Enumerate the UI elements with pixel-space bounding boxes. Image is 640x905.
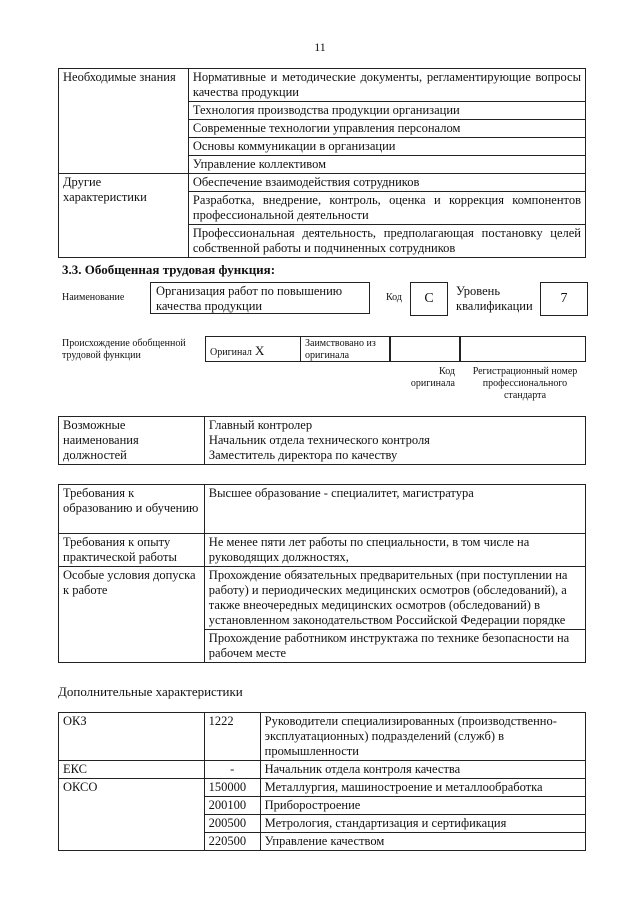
knowledge-item: Современные технологии управления персоналом: [188, 120, 585, 138]
knowledge-item: Основы коммуникации в организации: [188, 138, 585, 156]
okso-code: 200100: [204, 797, 260, 815]
knowledge-item: Технология производства продукции организации: [188, 102, 585, 120]
okso-value: Метрология, стандартизация и сертификация: [260, 815, 585, 833]
position-item: Начальник отдела технического контроля: [208, 433, 430, 447]
position-item: Заместитель директора по качеству: [208, 448, 398, 462]
condition-item: Прохождение обязательных предварительных (при поступлении на работу) и периодических медицинских осмотров (обследований), а также внеочередных медицинских осмотров (обследований) в установленном законодательством Российской Федерации порядке: [204, 567, 585, 630]
okso-code: 220500: [204, 833, 260, 851]
okso-value: Приборостроение: [260, 797, 585, 815]
experience-label: Требования к опыту практической работы: [59, 534, 205, 567]
eks-value: Начальник отдела контроля качества: [260, 761, 585, 779]
okso-value: Управление качеством: [260, 833, 585, 851]
original-box: [205, 336, 301, 362]
name-label: Наименование: [62, 292, 125, 303]
eks-code: -: [204, 761, 260, 779]
code-label: Код: [386, 292, 402, 303]
eks-label: ЕКС: [59, 761, 205, 779]
knowledge-item: Управление коллективом: [188, 156, 585, 174]
okso-value: Металлургия, машиностроение и металлообработка: [260, 779, 585, 797]
positions-label: Возможные наименования должностей: [59, 417, 205, 465]
code-value-box: С: [410, 282, 448, 316]
okso-label: ОКСО: [59, 779, 205, 851]
original-label: Оригинал: [210, 347, 252, 358]
positions-list: [204, 417, 585, 465]
characteristic-item: Разработка, внедрение, контроль, оценка и коррекция компонентов профессиональной деятельности: [188, 192, 585, 225]
borrowed-box: Заимствовано из оригинала: [300, 336, 390, 362]
condition-item: Прохождение работником инструктажа по технике безопасности на рабочем месте: [204, 630, 585, 663]
code-original-label: Код оригинала: [410, 366, 455, 389]
other-characteristics-label: Другие характеристики: [59, 174, 189, 258]
level-value-box: 7: [540, 282, 588, 316]
education-label: Требования к образованию и обучению: [59, 485, 205, 534]
knowledge-label: Необходимые знания: [59, 69, 189, 174]
characteristic-item: Обеспечение взаимодействия сотрудников: [188, 174, 585, 192]
education-value: Высшее образование - специалитет, магистратура: [204, 485, 585, 534]
additional-heading: Дополнительные характеристики: [58, 684, 243, 699]
function-name-box: Организация работ по повышению качества продукции: [150, 282, 370, 314]
knowledge-item: Нормативные и методические документы, регламентирующие вопросы качества продукции: [188, 69, 585, 102]
reg-number-box: [460, 336, 586, 362]
conditions-label: Особые условия допуска к работе: [59, 567, 205, 663]
experience-value: Не менее пяти лет работы по специальности, в том числе на руководящих должностях,: [204, 534, 585, 567]
additional-table: [58, 712, 586, 851]
characteristic-item: Профессиональная деятельность, предполагающая постановку целей собственной работы и подчиненных сотрудников: [188, 225, 585, 258]
original-mark: X: [255, 343, 265, 358]
origin-label: Происхождение обобщенной трудовой функции: [62, 338, 186, 361]
page-number: 11: [314, 40, 326, 54]
position-item: Главный контролер: [208, 418, 313, 432]
okz-label: ОКЗ: [59, 713, 205, 761]
knowledge-table: [58, 68, 586, 258]
positions-table: [58, 416, 586, 465]
okz-value: Руководители специализированных (производственно-эксплуатационных) подразделений (служб) в промышленности: [260, 713, 585, 761]
level-label: Уровень квалификации: [456, 284, 533, 313]
code-original-box: [390, 336, 460, 362]
okz-code: 1222: [204, 713, 260, 761]
section-heading: 3.3. Обобщенная трудовая функция:: [62, 262, 276, 277]
requirements-table: [58, 484, 586, 663]
reg-number-label: Регистрационный номер профессионального стандарта: [472, 366, 578, 401]
okso-code: 200500: [204, 815, 260, 833]
okso-code: 150000: [204, 779, 260, 797]
